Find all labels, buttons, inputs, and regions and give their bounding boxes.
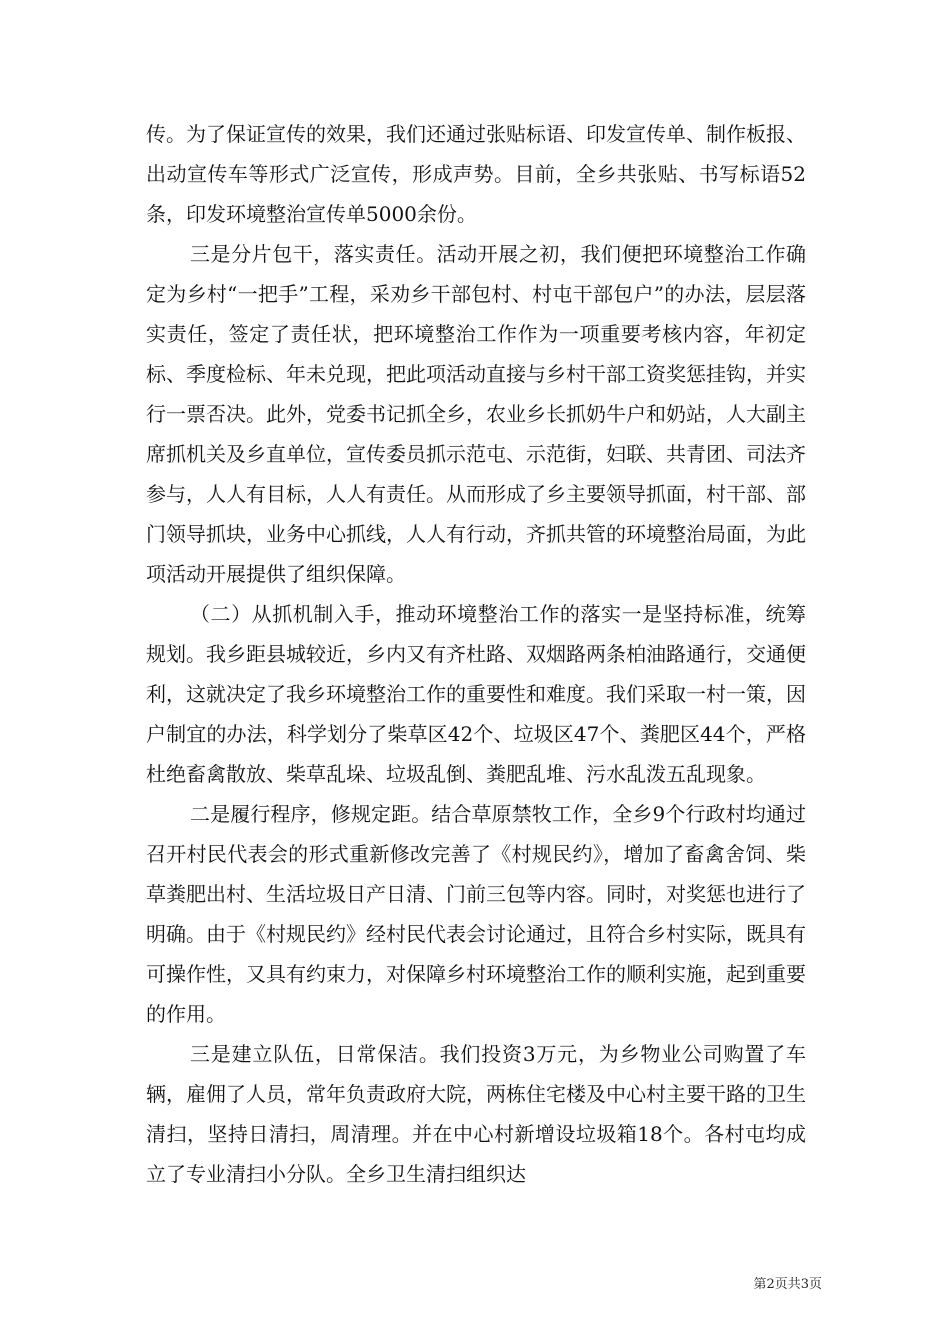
page-number-footer: 第2页共3页 — [753, 1277, 822, 1292]
paragraph-continuation: 传。为了保证宣传的效果，我们还通过张贴标语、印发宣传单、制作板报、出动宣传车等形式广泛宣传，形成声势。目前，全乡共张贴、书写标语52条，印发环境整治宣传单5000余份。 — [146, 122, 806, 226]
document-body — [146, 114, 806, 1194]
paragraph-mechanism-planning: （二）从抓机制入手，推动环境整治工作的落实一是坚持标准，统筹规划。我乡距县城较近，乡内又有齐杜路、双烟路两条柏油路通行，交通便利，这就决定了我乡环境整治工作的重要性和难度。我们采取一村一策，因户制宜的办法，科学划分了柴草区42个、垃圾区47个、粪肥区44个，严格杜绝畜禽散放、柴草乱垛、垃圾乱倒、粪肥乱堆、污水乱泼五乱现象。 — [146, 602, 806, 786]
paragraph-village-rules: 二是履行程序，修规定距。结合草原禁牧工作，全乡9个行政村均通过召开村民代表会的形式重新修改完善了《村规民约》，增加了畜禽舍饲、柴草粪肥出村、生活垃圾日产日清、门前三包等内容。同时，对奖惩也进行了明确。由于《村规民约》经村民代表会讨论通过，且符合乡村实际，既具有可操作性，又具有约束力，对保障乡村环境整治工作的顺利实施，起到重要的作用。 — [146, 802, 806, 1026]
paragraph-responsibility: 三是分片包干，落实责任。活动开展之初，我们便把环境整治工作确定为乡村“一把手”工程，采劝乡干部包村、村屯干部包户”的办法，层层落实责任，签定了责任状，把环境整治工作作为一项重要考核内容，年初定标、季度检标、年未兑现，把此项活动直接与乡村干部工资奖惩挂钩，并实行一票否决。此外，党委书记抓全乡，农业乡长抓奶牛户和奶站，人大副主席抓机关及乡直单位，宣传委员抓示范屯、示范街，妇联、共青团、司法齐参与，人人有目标，人人有责任。从而形成了乡主要领导抓面，村干部、部门领导抓块，业务中心抓线，人人有行动，齐抓共管的环境整治局面，为此项活动开展提供了组织保障。 — [146, 242, 806, 586]
paragraph-cleaning-team: 三是建立队伍，日常保洁。我们投资3万元，为乡物业公司购置了车辆，雇佣了人员，常年负责政府大院，两栋住宅楼及中心村主要干路的卫生清扫，坚持日清扫，周清理。并在中心村新增设垃圾箱18个。各村屯均成立了专业清扫小分队。全乡卫生清扫组织达 — [146, 1042, 806, 1186]
